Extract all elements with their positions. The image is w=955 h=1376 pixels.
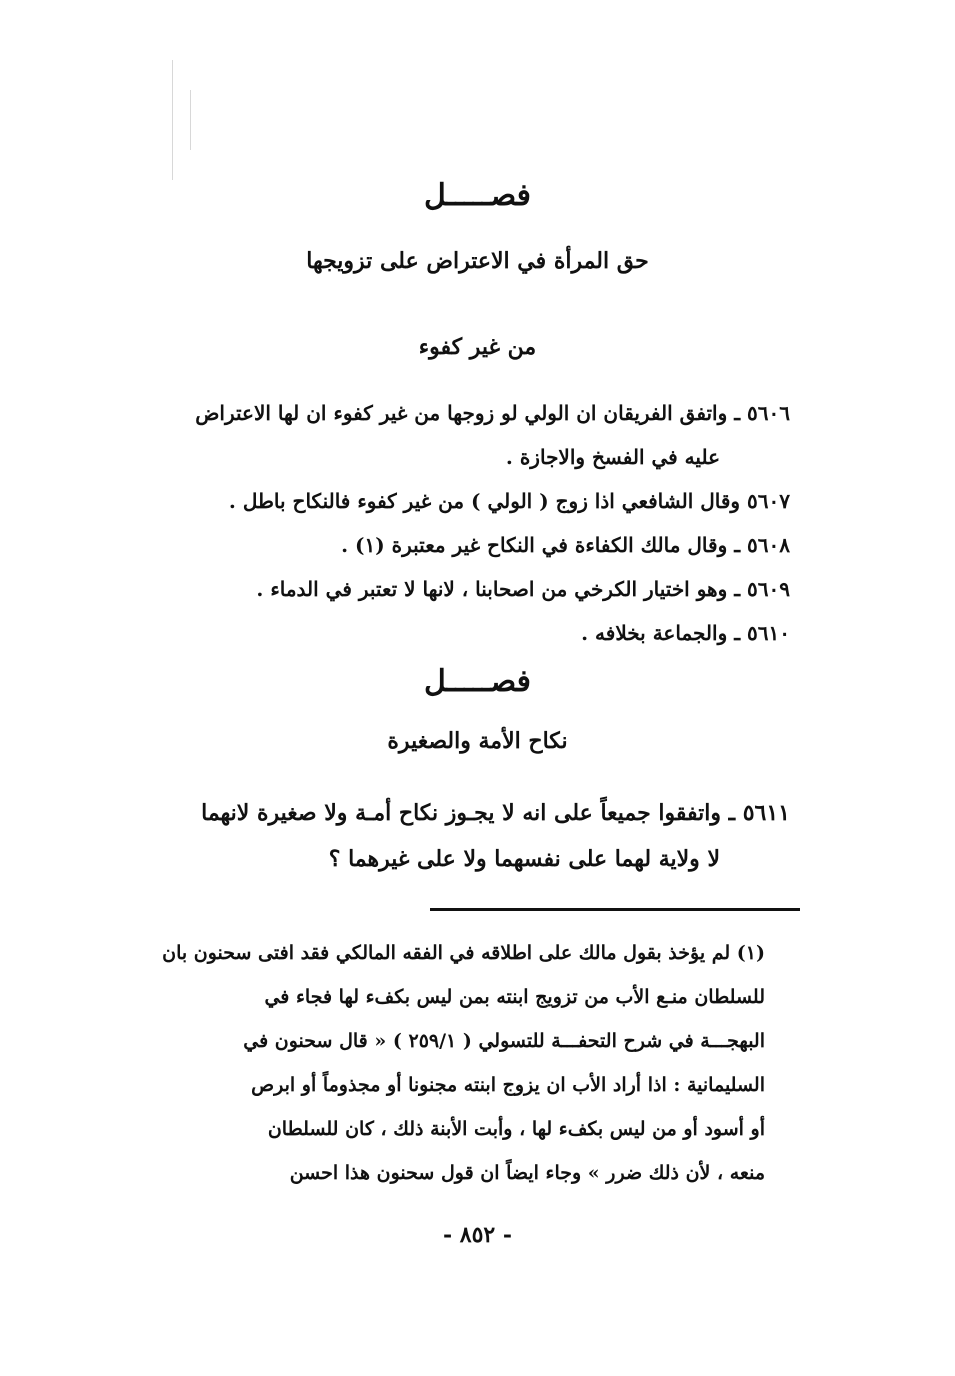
paragraph-5606: ٥٦٠٦ ـ واتفق الفريقان ان الولي لو زوجها من غير كفوء ان لها الاعتراض xyxy=(195,401,790,425)
paragraph-5609: ٥٦٠٩ ـ وهو اختيار الكرخي من اصحابنا ، لانها لا تعتبر في الدماء . xyxy=(256,577,790,601)
section-title-1: حق المرأة في الاعتراض على تزويجها xyxy=(306,248,649,274)
scan-mark xyxy=(172,60,173,180)
paragraph-5608: ٥٦٠٨ ـ وقال مالك الكفاءة في النكاح غير معتبرة (١) . xyxy=(341,533,790,557)
scan-mark xyxy=(190,90,191,150)
page-number: - ٨٥٢ - xyxy=(442,1222,513,1248)
footnote-line-5: أو أسود أو من ليس بكفء لها ، وأبت الأبنة ذلك ، كان للسلطان xyxy=(267,1118,765,1140)
section-subtitle-1: من غير كفوء xyxy=(418,334,537,360)
footnote-line-1: (١) لم يؤخذ بقول مالك على اطلاقه في الفقه المالكي فقد افتى سحنون بان xyxy=(162,942,765,964)
paragraph-5611: ٥٦١١ ـ واتفقوا جميعاً على انه لا يجـوز نكاح أمـة ولا صغيرة لانهما xyxy=(201,800,790,826)
footnote-line-6: منعه ، لأن ذلك ضرر » وجاء ايضاً ان قول سحنون هذا احسن xyxy=(289,1162,765,1184)
section-title-2: نكاح الأمة والصغيرة xyxy=(387,728,568,754)
section-heading-1 xyxy=(0,178,955,213)
paragraph-5607: ٥٦٠٧ وقال الشافعي اذا زوج ( الولي ) من غير كفوء فالنكاح باطل . xyxy=(228,489,790,513)
footnote-line-4: السليمانية : اذا أراد الأب ان يزوج ابنته مجنونا أو مجذوماً أو ابرص xyxy=(251,1074,765,1096)
paragraph-5611-cont: لا ولاية لهما على نفسهما ولا على غيرهما ؟ xyxy=(328,846,720,872)
footnote-line-2: للسلطان منـع الأب من تزويج ابنته بمن ليس بكفء لها فجاء في xyxy=(264,986,765,1008)
section-heading-2 xyxy=(0,664,955,699)
section-heading-1-text: فصـــــل xyxy=(423,178,532,213)
section-heading-2-text: فصـــــل xyxy=(423,664,532,699)
paragraph-5610: ٥٦١٠ ـ والجماعة بخلافه . xyxy=(581,621,790,645)
paragraph-5606-cont: عليه في الفسخ والاجازة . xyxy=(505,445,720,469)
footnote-divider xyxy=(430,908,800,911)
footnote-line-3: البهجـــة في شرح التحفـــة للتسولي ( ٢٥٩/١ ) « قال سحنون في xyxy=(243,1030,765,1052)
